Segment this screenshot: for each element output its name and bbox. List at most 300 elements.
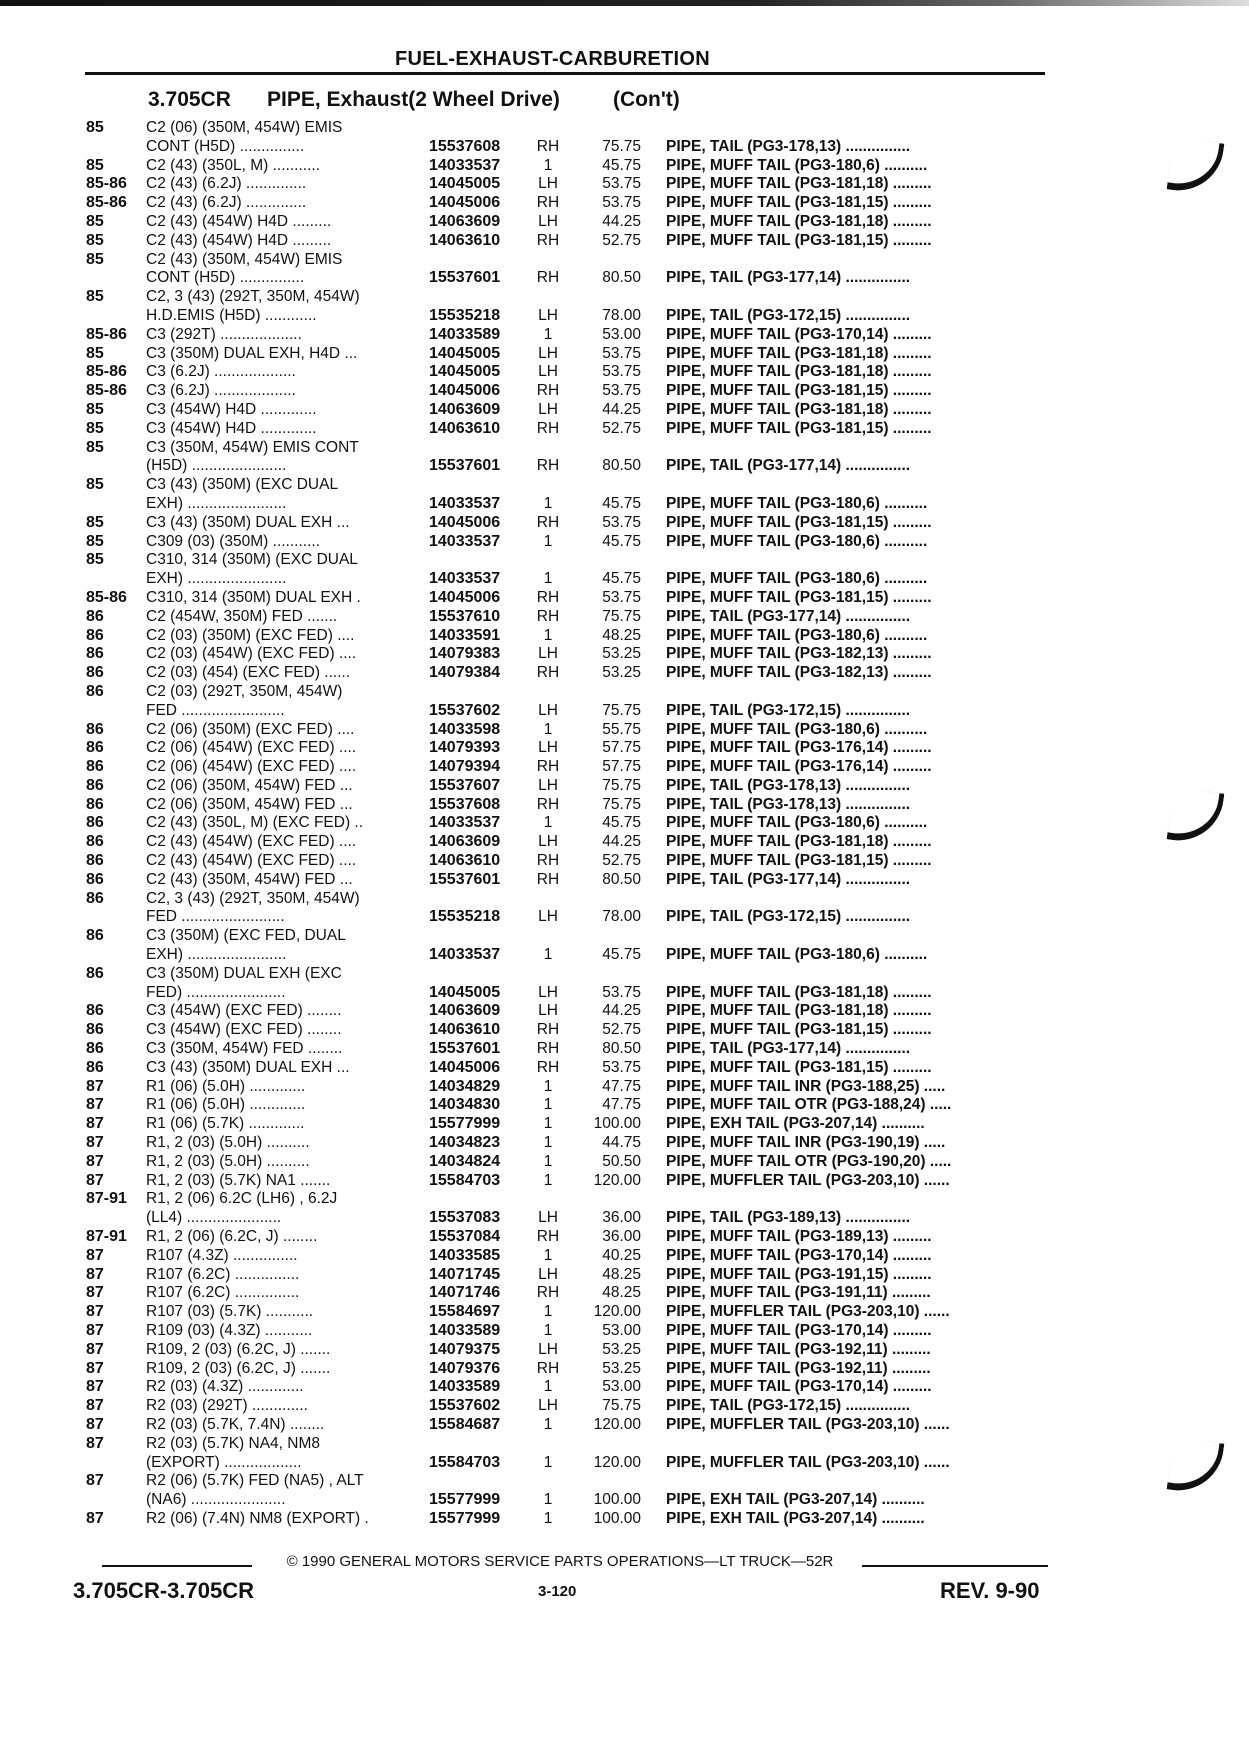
price-cell: 80.50 (602, 457, 641, 475)
application-cell: C3 (350M) (EXC FED, DUAL (146, 927, 346, 945)
application-cell: C3 (350M) DUAL EXH (EXC (146, 964, 342, 982)
part-row (86, 645, 1046, 664)
part-number-cell (429, 439, 528, 458)
part-number-cell: 14033537 (429, 570, 501, 588)
part-number-cell: 14079393 (429, 739, 501, 757)
part-number-cell: 14071745 (429, 1265, 501, 1283)
model-year-cell (86, 307, 146, 326)
part-number-cell: 15537602 (429, 701, 501, 719)
quantity-cell: 1 (543, 325, 553, 343)
price-cell: 36.00 (602, 1209, 641, 1227)
description-cell: PIPE, MUFF TAIL (PG3-180,6) .......... (666, 814, 928, 832)
price-cell (568, 551, 666, 570)
model-year-cell: 85 (86, 551, 104, 569)
part-number-cell: 14033585 (429, 1246, 501, 1264)
description-cell: PIPE, MUFF TAIL (PG3-176,14) ......... (666, 758, 932, 776)
description-cell: PIPE, TAIL (PG3-177,14) ............... (666, 269, 911, 287)
description-cell: PIPE, TAIL (PG3-177,14) ............... (666, 607, 911, 625)
quantity-cell: LH (538, 908, 558, 926)
price-cell: 120.00 (593, 1171, 641, 1189)
price-cell: 48.25 (602, 626, 641, 644)
part-row (86, 119, 1046, 138)
part-number-cell: 14034830 (429, 1096, 501, 1114)
application-cell: C3 (6.2J) ................... (146, 363, 296, 381)
section-code: 3.705CR (148, 88, 231, 111)
part-number-cell (429, 965, 528, 984)
price-cell: 53.75 (602, 363, 641, 381)
description-cell: PIPE, TAIL (PG3-177,14) ............... (666, 457, 911, 475)
application-cell: R109, 2 (03) (6.2C, J) ....... (146, 1359, 331, 1377)
part-row (86, 796, 1046, 815)
part-number-cell: 15537602 (429, 1397, 501, 1415)
price-cell (568, 119, 666, 138)
application-cell: R107 (6.2C) ............... (146, 1265, 300, 1283)
description-cell (666, 683, 1026, 702)
part-number-cell: 14063610 (429, 419, 501, 437)
part-number-cell: 14033598 (429, 720, 501, 738)
price-cell: 53.75 (602, 194, 641, 212)
description-cell (666, 551, 1026, 570)
part-number-cell: 15584703 (429, 1453, 501, 1471)
application-cell: C2, 3 (43) (292T, 350M, 454W) (146, 288, 360, 306)
part-row (86, 1284, 1046, 1303)
price-cell (568, 1190, 666, 1209)
part-number-cell: 14033589 (429, 1322, 501, 1339)
model-year-cell: 87 (86, 1434, 104, 1452)
model-year-cell: 86 (86, 964, 104, 982)
part-number-cell: 14045006 (429, 194, 501, 212)
part-number-cell (429, 927, 528, 946)
part-row (86, 1454, 1046, 1473)
description-cell: PIPE, MUFF TAIL (PG3-181,18) ......... (666, 344, 932, 362)
part-row (86, 965, 1046, 984)
part-row (86, 627, 1046, 646)
part-number-cell: 14079375 (429, 1340, 501, 1358)
quantity-cell: LH (538, 739, 558, 757)
application-cell: C2 (43) (350M, 454W) EMIS (146, 250, 343, 268)
part-row (86, 758, 1046, 777)
description-cell (666, 251, 1026, 270)
price-cell (568, 965, 666, 984)
application-cell: C3 (292T) ................... (146, 325, 302, 343)
part-number-cell: 14033537 (429, 814, 501, 832)
quantity-cell: LH (538, 306, 558, 324)
application-cell: C310, 314 (350M) (EXC DUAL (146, 551, 358, 569)
application-cell: (H5D) ...................... (146, 457, 287, 475)
model-year-cell (86, 908, 146, 927)
part-row (86, 1322, 1046, 1341)
part-number-cell: 14033589 (429, 1378, 501, 1396)
part-row (86, 401, 1046, 420)
part-number-cell: 15537083 (429, 1209, 501, 1227)
part-number-cell: 14071746 (429, 1284, 501, 1302)
part-number-cell: 15577999 (429, 1115, 501, 1133)
model-year-cell: 86 (86, 758, 104, 776)
application-cell: R1, 2 (06) (6.2C, J) ........ (146, 1228, 318, 1246)
part-number-cell: 14063609 (429, 1002, 501, 1020)
application-cell: R2 (03) (5.7K) NA4, NM8 (146, 1434, 320, 1452)
application-cell: R2 (06) (5.7K) FED (NA5) , ALT (146, 1472, 364, 1490)
price-cell: 57.75 (602, 758, 641, 776)
model-year-cell: 85 (86, 288, 104, 306)
quantity-cell: RH (536, 607, 560, 625)
part-row (86, 1134, 1046, 1153)
application-cell: C3 (454W) H4D ............. (146, 419, 317, 437)
model-year-cell: 85-86 (86, 382, 127, 400)
quantity-cell: 1 (543, 1096, 553, 1114)
quantity-cell: 1 (543, 720, 553, 738)
part-number-cell: 15584697 (429, 1303, 501, 1321)
price-cell: 52.75 (602, 1021, 641, 1039)
model-year-cell (86, 1209, 146, 1228)
application-cell: C3 (43) (350M) DUAL EXH ... (146, 1058, 350, 1076)
model-year-cell: 86 (86, 739, 104, 757)
title-rule (85, 72, 1045, 75)
part-row (86, 984, 1046, 1003)
application-cell: R2 (06) (7.4N) NM8 (EXPORT) . (146, 1509, 369, 1527)
quantity-cell: 1 (543, 570, 553, 588)
application-cell: C2 (454W, 350M) FED ....... (146, 607, 338, 625)
price-cell (568, 476, 666, 495)
price-cell: 53.25 (602, 1340, 641, 1358)
part-number-cell: 15535218 (429, 306, 501, 324)
part-number-cell: 15537608 (429, 137, 501, 155)
description-cell: PIPE, MUFFLER TAIL (PG3-203,10) ...... (666, 1303, 950, 1321)
part-number-cell (429, 288, 528, 307)
price-cell: 52.75 (602, 231, 641, 249)
description-cell: PIPE, MUFF TAIL (PG3-181,15) ......... (666, 1058, 932, 1076)
part-number-cell: 15584703 (429, 1171, 501, 1189)
part-number-cell (429, 890, 528, 909)
application-cell: EXH) ....................... (146, 570, 287, 588)
part-row (86, 457, 1046, 476)
part-row (86, 608, 1046, 627)
application-cell: C2 (43) (350L, M) (EXC FED) .. (146, 814, 364, 832)
footer-copyright: © 1990 GENERAL MOTORS SERVICE PARTS OPERATIONS—LT TRUCK—52R (286, 1553, 834, 1570)
model-year-cell (86, 1454, 146, 1473)
application-cell: C2 (06) (454W) (EXC FED) .... (146, 739, 357, 757)
part-number-cell: 15537601 (429, 457, 501, 475)
price-cell: 48.25 (602, 1265, 641, 1283)
description-cell: PIPE, MUFF TAIL (PG3-189,13) ......... (666, 1228, 932, 1246)
application-cell: R2 (03) (5.7K, 7.4N) ........ (146, 1415, 325, 1433)
part-number-cell (429, 1472, 528, 1491)
model-year-cell: 87 (86, 1265, 104, 1283)
description-cell: PIPE, MUFF TAIL (PG3-181,15) ......... (666, 382, 932, 400)
part-number-cell: 14079394 (429, 758, 501, 776)
part-row (86, 852, 1046, 871)
quantity-cell: RH (536, 1359, 560, 1377)
part-row (86, 1491, 1046, 1510)
application-cell: R109 (03) (4.3Z) ........... (146, 1322, 313, 1339)
quantity-cell: RH (536, 513, 560, 531)
application-cell: C3 (43) (350M) DUAL EXH ... (146, 513, 350, 531)
price-cell: 53.75 (602, 175, 641, 193)
description-cell (666, 119, 1026, 138)
quantity-cell (528, 1435, 568, 1454)
quantity-cell (528, 119, 568, 138)
part-number-cell: 14045006 (429, 1058, 501, 1076)
part-row (86, 1096, 1046, 1115)
part-number-cell (429, 1435, 528, 1454)
description-cell: PIPE, TAIL (PG3-177,14) ............... (666, 1040, 911, 1058)
price-cell: 50.50 (602, 1152, 641, 1170)
description-cell: PIPE, MUFF TAIL OTR (PG3-190,20) ..... (666, 1152, 952, 1170)
application-cell: C2 (43) (454W) H4D ......... (146, 212, 332, 230)
part-number-cell: 14033537 (429, 156, 501, 174)
part-number-cell: 14033537 (429, 532, 501, 550)
part-row (86, 307, 1046, 326)
description-cell: PIPE, MUFF TAIL (PG3-181,15) ......... (666, 1021, 932, 1039)
model-year-cell (86, 269, 146, 288)
price-cell: 75.75 (602, 137, 641, 155)
description-cell: PIPE, MUFFLER TAIL (PG3-203,10) ...... (666, 1415, 950, 1433)
part-row (86, 326, 1046, 345)
footer-rule-right (862, 1565, 1048, 1567)
description-cell (666, 890, 1026, 909)
part-number-cell: 14033591 (429, 626, 501, 644)
price-cell (568, 890, 666, 909)
price-cell: 80.50 (602, 269, 641, 287)
description-cell: PIPE, MUFF TAIL (PG3-170,14) ......... (666, 1378, 932, 1396)
description-cell: PIPE, TAIL (PG3-177,14) ............... (666, 870, 911, 888)
part-number-cell (429, 476, 528, 495)
quantity-cell: LH (538, 983, 558, 1001)
price-cell: 52.75 (602, 419, 641, 437)
description-cell: PIPE, MUFF TAIL (PG3-182,13) ......... (666, 664, 932, 682)
model-year-cell: 86 (86, 889, 104, 907)
price-cell: 53.75 (602, 983, 641, 1001)
model-year-cell: 85 (86, 156, 104, 174)
part-row (86, 495, 1046, 514)
price-cell: 44.25 (602, 212, 641, 230)
binder-hole-mark (1167, 137, 1225, 197)
part-number-cell: 14045006 (429, 382, 501, 400)
model-year-cell (86, 495, 146, 514)
quantity-cell: 1 (543, 1246, 553, 1264)
description-cell: PIPE, MUFF TAIL (PG3-181,15) ......... (666, 231, 932, 249)
application-cell: C2 (06) (350M, 454W) EMIS (146, 119, 343, 136)
application-cell: C2 (03) (350M) (EXC FED) .... (146, 626, 355, 644)
part-row (86, 1190, 1046, 1209)
description-cell: PIPE, MUFF TAIL (PG3-181,18) ......... (666, 1002, 932, 1020)
part-row (86, 514, 1046, 533)
part-row (86, 1472, 1046, 1491)
part-row (86, 157, 1046, 176)
model-year-cell: 87-91 (86, 1190, 127, 1208)
part-row (86, 739, 1046, 758)
description-cell: PIPE, MUFF TAIL (PG3-192,11) ......... (666, 1359, 931, 1377)
part-number-cell: 14033537 (429, 494, 501, 512)
application-cell: C2, 3 (43) (292T, 350M, 454W) (146, 889, 360, 907)
part-row (86, 702, 1046, 721)
model-year-cell: 86 (86, 1021, 104, 1039)
application-cell: C2 (06) (350M, 454W) FED ... (146, 776, 353, 794)
price-cell: 45.75 (602, 946, 641, 964)
description-cell: PIPE, TAIL (PG3-172,15) ............... (666, 908, 911, 926)
quantity-cell: 1 (543, 626, 553, 644)
quantity-cell: LH (538, 1002, 558, 1020)
model-year-cell: 85 (86, 419, 104, 437)
part-row (86, 194, 1046, 213)
description-cell: PIPE, MUFF TAIL (PG3-170,14) ......... (666, 1322, 932, 1339)
description-cell (666, 1435, 1026, 1454)
price-cell: 100.00 (593, 1509, 641, 1527)
part-row (86, 1303, 1046, 1322)
part-row (86, 1021, 1046, 1040)
quantity-cell: 1 (543, 1152, 553, 1170)
price-cell (568, 251, 666, 270)
description-cell: PIPE, MUFF TAIL (PG3-181,15) ......... (666, 852, 932, 870)
quantity-cell: 1 (543, 1303, 553, 1321)
application-cell: C309 (03) (350M) ........... (146, 532, 321, 550)
price-cell: 45.75 (602, 814, 641, 832)
quantity-cell: 1 (543, 1171, 553, 1189)
quantity-cell: LH (538, 1340, 558, 1358)
application-cell: C2 (43) (454W) H4D ......... (146, 231, 332, 249)
model-year-cell: 87 (86, 1134, 104, 1152)
part-row (86, 439, 1046, 458)
part-row (86, 721, 1046, 740)
quantity-cell (528, 476, 568, 495)
part-number-cell (429, 551, 528, 570)
part-number-cell: 14034824 (429, 1152, 501, 1170)
description-cell (666, 965, 1026, 984)
model-year-cell (86, 946, 146, 965)
description-cell: PIPE, MUFF TAIL (PG3-181,15) ......... (666, 194, 932, 212)
quantity-cell: RH (536, 1040, 560, 1058)
description-cell: PIPE, TAIL (PG3-172,15) ............... (666, 306, 911, 324)
part-row (86, 551, 1046, 570)
part-row (86, 871, 1046, 890)
price-cell: 100.00 (593, 1115, 641, 1133)
price-cell: 44.25 (602, 1002, 641, 1020)
model-year-cell (86, 1491, 146, 1510)
price-cell: 52.75 (602, 852, 641, 870)
model-year-cell: 87 (86, 1415, 104, 1433)
part-number-cell: 14045005 (429, 363, 501, 381)
quantity-cell: RH (536, 1228, 560, 1246)
quantity-cell: LH (538, 645, 558, 663)
model-year-cell: 85-86 (86, 588, 127, 606)
part-number-cell (429, 683, 528, 702)
model-year-cell: 85 (86, 476, 104, 494)
quantity-cell: RH (536, 758, 560, 776)
part-number-cell: 15537601 (429, 1040, 501, 1058)
application-cell: C3 (454W) (EXC FED) ........ (146, 1002, 342, 1020)
quantity-cell (528, 1472, 568, 1491)
part-row (86, 1378, 1046, 1397)
part-number-cell: 14063609 (429, 400, 501, 418)
description-cell: PIPE, MUFF TAIL (PG3-181,15) ......... (666, 419, 932, 437)
model-year-cell: 86 (86, 1002, 104, 1020)
model-year-cell: 87 (86, 1509, 104, 1527)
quantity-cell: RH (536, 1284, 560, 1302)
quantity-cell: 1 (543, 1077, 553, 1095)
application-cell: FED) ....................... (146, 983, 286, 1001)
quantity-cell: RH (536, 664, 560, 682)
application-cell: C2 (06) (350M, 454W) FED ... (146, 795, 353, 813)
description-cell (666, 288, 1026, 307)
price-cell (568, 1472, 666, 1491)
quantity-cell: LH (538, 363, 558, 381)
footer-page-number: 3-120 (538, 1583, 577, 1600)
part-row (86, 175, 1046, 194)
model-year-cell: 86 (86, 776, 104, 794)
part-row (86, 908, 1046, 927)
description-cell: PIPE, MUFF TAIL (PG3-181,18) ......... (666, 983, 932, 1001)
quantity-cell: LH (538, 400, 558, 418)
description-cell: PIPE, MUFF TAIL (PG3-181,18) ......... (666, 175, 932, 193)
quantity-cell (528, 251, 568, 270)
description-cell: PIPE, MUFFLER TAIL (PG3-203,10) ...... (666, 1171, 950, 1189)
description-cell: PIPE, TAIL (PG3-178,13) ............... (666, 776, 911, 794)
part-number-cell: 15577999 (429, 1509, 501, 1527)
part-row (86, 1266, 1046, 1285)
model-year-cell: 86 (86, 795, 104, 813)
application-cell: FED ........................ (146, 701, 285, 719)
price-cell: 48.25 (602, 1284, 641, 1302)
part-number-cell (429, 251, 528, 270)
quantity-cell: 1 (543, 946, 553, 964)
part-row (86, 269, 1046, 288)
price-cell: 75.75 (602, 795, 641, 813)
price-cell: 53.00 (602, 1322, 641, 1339)
model-year-cell (86, 138, 146, 157)
quantity-cell: LH (538, 175, 558, 193)
application-cell: R107 (03) (5.7K) ........... (146, 1303, 314, 1321)
application-cell: FED ........................ (146, 908, 285, 926)
application-cell: C2 (06) (350M) (EXC FED) .... (146, 720, 355, 738)
price-cell (568, 683, 666, 702)
application-cell: CONT (H5D) ............... (146, 137, 305, 155)
model-year-cell: 85-86 (86, 325, 127, 343)
application-cell: R1 (06) (5.0H) ............. (146, 1096, 306, 1114)
application-cell: C2 (43) (454W) (EXC FED) .... (146, 833, 357, 851)
quantity-cell: RH (536, 1058, 560, 1076)
price-cell: 45.75 (602, 494, 641, 512)
quantity-cell: LH (538, 776, 558, 794)
footer-revision: REV. 9-90 (940, 1578, 1040, 1603)
part-number-cell: 14079383 (429, 645, 501, 663)
model-year-cell: 85-86 (86, 175, 127, 193)
price-cell: 100.00 (593, 1491, 641, 1509)
description-cell: PIPE, MUFF TAIL (PG3-170,14) ......... (666, 1246, 932, 1264)
quantity-cell: RH (536, 457, 560, 475)
part-row (86, 1040, 1046, 1059)
price-cell: 75.75 (602, 1397, 641, 1415)
model-year-cell: 86 (86, 814, 104, 832)
price-cell: 45.75 (602, 570, 641, 588)
price-cell: 75.75 (602, 607, 641, 625)
part-row (86, 288, 1046, 307)
description-cell: PIPE, MUFF TAIL (PG3-180,6) .......... (666, 156, 928, 174)
quantity-cell: RH (536, 419, 560, 437)
part-row (86, 345, 1046, 364)
part-number-cell: 14063609 (429, 833, 501, 851)
part-row (86, 1397, 1046, 1416)
part-number-cell (429, 119, 528, 138)
model-year-cell: 85-86 (86, 363, 127, 381)
part-number-cell: 14033589 (429, 325, 501, 343)
model-year-cell: 85 (86, 400, 104, 418)
application-cell: C3 (350M, 454W) FED ........ (146, 1040, 343, 1058)
application-cell: C3 (350M, 454W) EMIS CONT (146, 438, 359, 456)
description-cell (666, 476, 1026, 495)
part-number-cell: 14063610 (429, 231, 501, 249)
price-cell: 80.50 (602, 1040, 641, 1058)
description-cell: PIPE, EXH TAIL (PG3-207,14) .......... (666, 1491, 925, 1509)
